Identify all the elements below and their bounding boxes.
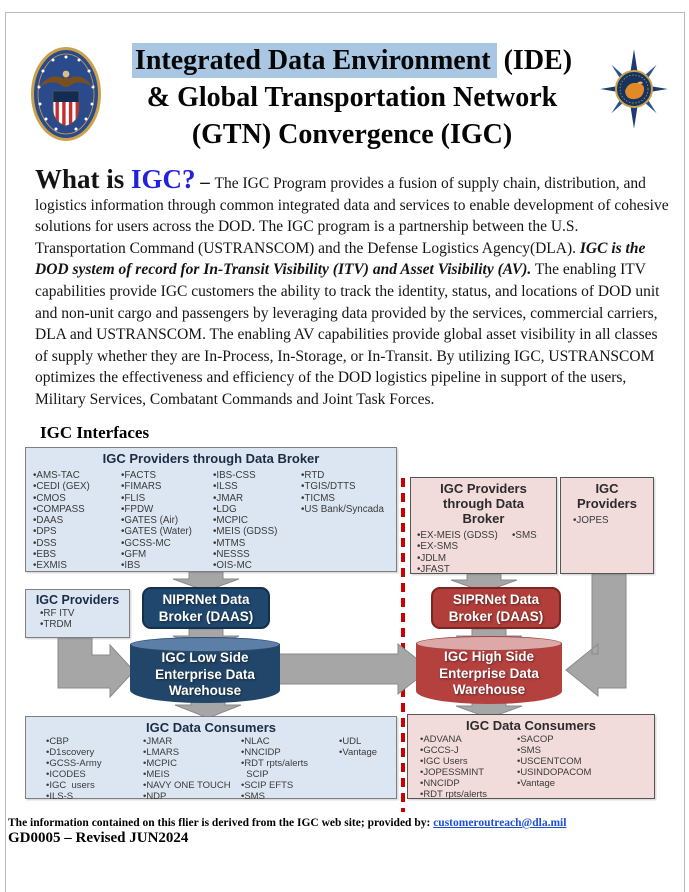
broker-label: SIPRNet Data Broker (DAAS) — [448, 592, 544, 624]
list-item: •JMAR — [143, 736, 173, 747]
list-item: •NNCIDP — [241, 746, 281, 758]
list-item: •TICMS — [301, 492, 335, 504]
list-item: •ILSS — [213, 481, 238, 493]
consumer-column — [339, 737, 394, 802]
list-item: •COMPASS — [33, 503, 85, 515]
list-item: •FACTS — [121, 470, 157, 481]
list-item: •MEIS (GDSS) — [213, 526, 278, 538]
provider-column — [40, 608, 126, 631]
list-item: •MTMS — [213, 537, 246, 549]
list-item: •NDP — [143, 790, 167, 802]
list-item: •JFAST — [417, 563, 450, 575]
arrow-leftproviders-elbow — [58, 638, 134, 697]
list-item: •GATES (Air) — [121, 515, 179, 527]
box-title: IGC Providers through Data Broker — [440, 481, 527, 526]
box-title: IGC Providers through Data Broker — [102, 451, 320, 466]
list-item: •SMS — [512, 530, 537, 541]
list-item: •NNCIDP — [420, 777, 460, 789]
consumer-column — [420, 735, 517, 800]
consumer-column — [143, 737, 241, 802]
box-title: IGC Data Consumers — [145, 720, 277, 735]
list-item: •UDL — [339, 736, 362, 747]
intro-paragraph: What is IGC? – The IGC Program provides a fusion of supply chain, distribution, and logistics information through common integrated data and services to enable development of cohesive solutions for users across the DOD. The IGC program is a partnership between the U.S. Transportation Command (USTRANSCOM) and the Defense Logistics Agency(DLA). IGC is the DOD system of record for In-Transit Visibility (ITV) and Asset Visibility (AV). The enabling ITV capabilities provide IGC customers the ability to track the identity, status, and locations of DOD unit and non-unit cargo and passengers by leveraging data provided by the services, commercial carriers, DLA and USTRANSCOM. The enabling AV capabilities provide global asset visibility in all classes of supply whether they are In-Process, In-Storage, or In-Transit. By utilizing IGC, USTRANSCOM optimizes the effectiveness and efficiency of the DOD logistics pipeline in support of the users, Military Services, Combatant Commands and Joint Task Forces. — [35, 164, 669, 408]
list-item: •IBS — [121, 560, 141, 572]
list-item: •GATES (Water) — [121, 526, 192, 538]
list-item: •FIMARS — [121, 481, 162, 493]
list-item: •FLIS — [121, 492, 146, 504]
title-highlight: Integrated Data Environment — [132, 43, 497, 78]
list-item: •CBP — [46, 736, 69, 747]
intro-body-emphasis: IGC is the DOD system of record for In-Transit Visibility (ITV) and Asset Visibility (AV). — [35, 239, 646, 279]
provider-column — [121, 470, 213, 572]
box-title: IGC Providers — [35, 593, 120, 607]
footer-note: The information contained on this flier is derived from the IGC web site; provided by: customeroutreach@dla.mil — [8, 817, 567, 829]
list-item: •SCIP EFTS — [241, 779, 294, 791]
list-item: •TRDM — [40, 619, 72, 631]
list-item: •SACOP — [517, 734, 554, 745]
list-item: •JDLM — [417, 552, 447, 564]
document-id: GD0005 – Revised JUN2024 — [8, 830, 189, 846]
provider-column — [33, 470, 121, 572]
list-item: •ADVANA — [420, 734, 462, 745]
niprnet-data-broker-box — [142, 587, 270, 629]
igc-providers-through-data-broker-high-box — [410, 477, 557, 574]
list-item: •SMS — [517, 744, 541, 756]
list-item: •GCSS-Army — [46, 757, 102, 769]
list-item: •GFM — [121, 549, 147, 561]
consumer-column — [46, 737, 143, 802]
arrow-jopes-elbow — [566, 574, 626, 696]
list-item: •DAAS — [33, 515, 64, 527]
list-item: •Vantage — [339, 746, 378, 758]
list-item: •DSS — [33, 537, 57, 549]
siprnet-data-broker-box — [431, 587, 561, 629]
igc-providers-high-box — [560, 477, 654, 574]
list-item: •IGC Users — [420, 755, 468, 767]
consumer-column — [517, 735, 652, 800]
list-item: •EXMIS — [33, 560, 67, 572]
list-item: •RF ITV — [40, 608, 75, 619]
igc-providers-low-box — [25, 589, 130, 638]
diagram-heading: IGC Interfaces — [40, 423, 150, 442]
list-item: •EX-MEIS (GDSS) — [417, 530, 498, 541]
provider-column — [417, 530, 512, 575]
intro-body-1: The IGC Program provides a fusion of supply chain, distribution, and logistics information through common integrated data and services to enable development of cohesive solutions for users across the DOD. The IGC program is a partnership between the U.S. Transportation Command (USTRANSCOM) and the Defense Logistics Agency(DLA). — [35, 175, 669, 257]
list-item: •AMS-TAC — [33, 470, 80, 481]
list-item: •OIS-MC — [213, 560, 252, 572]
list-item: •RDT rpts/alerts — [420, 788, 488, 800]
list-item: •JOPES — [573, 515, 609, 526]
list-item: •EBS — [33, 549, 57, 561]
list-item: •RDT rpts/alerts — [241, 757, 309, 769]
igc-data-consumers-high-box — [407, 714, 655, 799]
title-line-3: (GTN) Convergence (IGC) — [191, 119, 513, 150]
warehouse-label: IGC High Side Enterprise Data Warehouse — [439, 649, 539, 697]
box-title: IGC Providers — [577, 481, 637, 511]
list-item: •LMARS — [143, 746, 180, 758]
list-item: •FPDW — [121, 503, 154, 515]
provider-column — [213, 470, 301, 572]
broker-label: NIPRNet Data Broker (DAAS) — [158, 592, 254, 624]
list-item: •CMOS — [33, 492, 66, 504]
warehouse-label: IGC Low Side Enterprise Data Warehouse — [155, 650, 255, 698]
list-item: •EX-SMS — [417, 541, 458, 553]
igc-low-side-warehouse-cylinder — [130, 637, 280, 703]
list-item: •SMS — [241, 790, 265, 802]
list-item: •DPS — [33, 526, 57, 538]
what-is-heading: What is — [35, 164, 132, 194]
list-item: •GCSS-MC — [121, 537, 171, 549]
list-item: •USINDOPACOM — [517, 766, 592, 778]
list-item: •CEDI (GEX) — [33, 481, 90, 493]
list-item: •IGC users — [46, 779, 95, 791]
intro-body-2: The enabling ITV capabilities provide IGC customers the ability to track the identity, status, and locations of DOD unit and non-unit cargo and passengers by leveraging data provided by the services, commercial carriers, DLA and USTRANSCOM. The enabling AV capabilities provide global asset visibility in all classes of supply whether they are In-Process, In-Storage, or In-Transit. By utilizing IGC, USTRANSCOM optimizes the effectiveness and efficiency of the DOD logistics pipeline in support of the users, Military Services, Combatant Commands and Joint Task Forces. — [35, 261, 660, 408]
igc-heading: IGC? — [131, 164, 196, 194]
igc-data-consumers-low-box — [25, 716, 397, 802]
title-line-1: Integrated Data Environment (IDE) — [98, 42, 606, 79]
title-line-2: & Global Transportation Network — [146, 82, 558, 113]
list-item: •NLAC — [241, 736, 270, 747]
igc-providers-through-data-broker-low-box — [25, 447, 397, 572]
igc-high-side-warehouse-cylinder — [416, 636, 562, 704]
list-item: •MCPIC — [143, 757, 177, 769]
list-item: •GCCS-J — [420, 744, 459, 756]
arrow-low-to-high-warehouse — [270, 644, 430, 694]
list-item: •JMAR — [213, 492, 244, 504]
box-title: IGC Data Consumers — [465, 718, 597, 733]
provider-column — [573, 515, 649, 526]
list-item: •D1scovery — [46, 746, 95, 758]
consumer-column — [241, 737, 339, 802]
list-item: •JOPESSMINT — [420, 766, 485, 778]
list-item: •LDG — [213, 503, 237, 515]
list-item: •RTD — [301, 470, 325, 481]
list-item: •IBS-CSS — [213, 470, 256, 481]
list-item: •ILS-S — [46, 790, 74, 802]
list-item: •USCENTCOM — [517, 755, 582, 767]
contact-email-link[interactable]: customeroutreach@dla.mil — [433, 817, 567, 829]
list-item: •NESSS — [213, 549, 250, 561]
list-item: •US Bank/Syncada — [301, 503, 384, 515]
list-item: SCIP — [241, 768, 269, 780]
list-item: •NAVY ONE TOUCH — [143, 779, 231, 791]
provider-column — [301, 470, 392, 572]
list-item: •ICODES — [46, 768, 86, 780]
list-item: •Vantage — [517, 777, 556, 789]
list-item: •MCPIC — [213, 515, 248, 527]
list-item: •TGIS/DTTS — [301, 481, 356, 493]
list-item: •MEIS — [143, 768, 170, 780]
provider-column — [512, 530, 552, 575]
